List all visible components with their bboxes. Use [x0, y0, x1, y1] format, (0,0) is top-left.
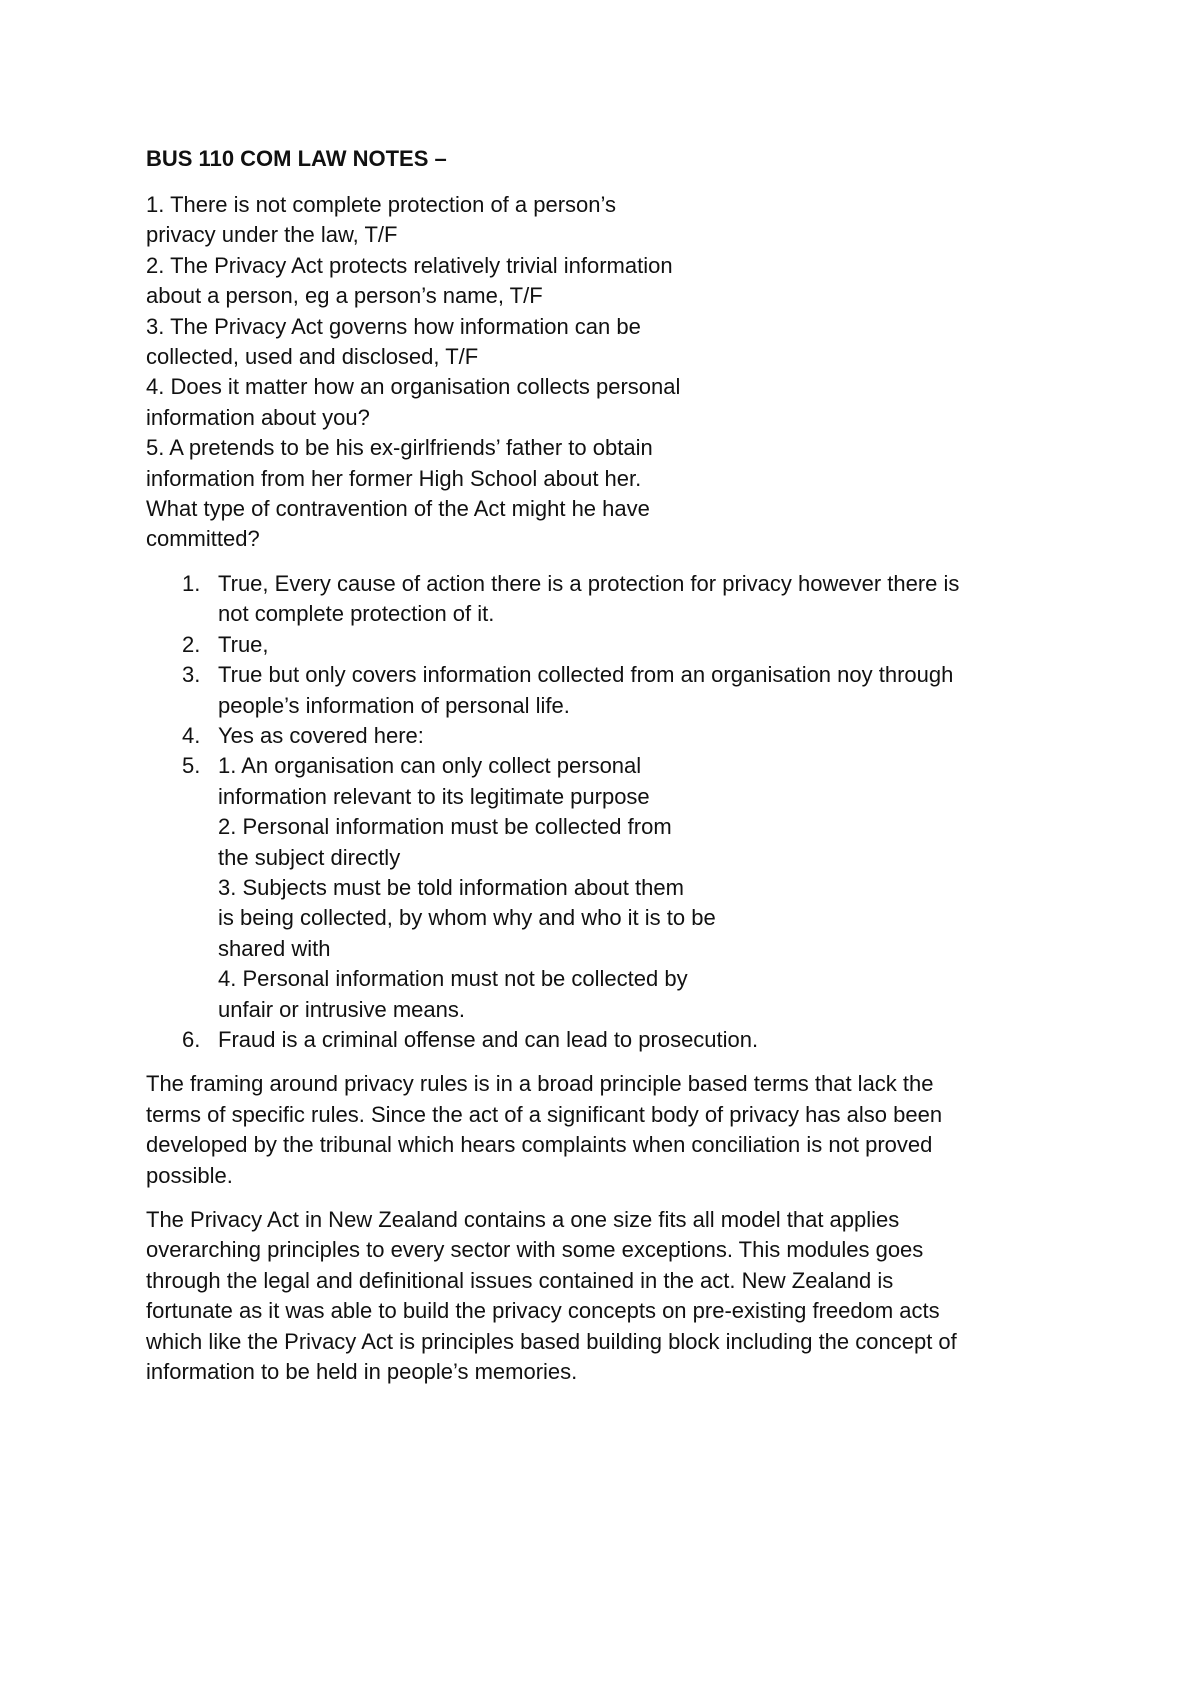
answer-item [146, 751, 1066, 1025]
question-line: information about you? [146, 404, 370, 430]
answer-line: 3. Subjects must be told information about them [218, 874, 684, 900]
answer-line: shared with [218, 935, 331, 961]
answer-line: not complete protection of it. [218, 601, 495, 627]
answer-number: 2. [182, 631, 201, 657]
answer-line: True, Every cause of action there is a protection for privacy however there is [218, 570, 960, 596]
paragraph-line: The framing around privacy rules is in a broad principle based terms that lack the [146, 1071, 934, 1097]
document-title: BUS 110 COM LAW NOTES – [146, 146, 447, 171]
answer-item [146, 630, 1066, 660]
answer-line: 1. An organisation can only collect personal [218, 753, 642, 779]
paragraph-line: fortunate as it was able to build the privacy concepts on pre-existing freedom acts [146, 1298, 940, 1324]
question-line: 1. There is not complete protection of a person’s [146, 192, 617, 217]
paragraph-line: information to be held in people’s memories. [146, 1359, 578, 1385]
question-line: about a person, eg a person’s name, T/F [146, 283, 543, 309]
answer-number: 1. [182, 570, 201, 596]
paragraph-line: through the legal and definitional issues contained in the act. New Zealand is [146, 1267, 894, 1293]
question-line: 4. Does it matter how an organisation collects personal [146, 374, 681, 400]
paragraph-line: possible. [146, 1162, 233, 1188]
answer-number: 6. [182, 1026, 201, 1052]
paragraph-line: which like the Privacy Act is principles based building block including the concept of [146, 1328, 957, 1354]
body-paragraph [146, 1069, 1066, 1191]
body-paragraph [146, 1205, 1066, 1387]
question-line: information from her former High School about her. [146, 465, 642, 491]
answer-line: True, [218, 631, 269, 657]
paragraph-line: terms of specific rules. Since the act of a significant body of privacy has also been [146, 1101, 943, 1127]
answer-item [146, 660, 1066, 721]
answer-line: unfair or intrusive means. [218, 996, 465, 1022]
paragraph-line: overarching principles to every sector with some exceptions. This modules goes [146, 1237, 924, 1263]
question-line: collected, used and disclosed, T/F [146, 344, 479, 370]
answer-number: 3. [182, 662, 201, 688]
answer-line: 2. Personal information must be collected from [218, 814, 672, 840]
answer-list [146, 569, 1066, 1056]
document-body [146, 144, 1066, 1401]
paragraph-line: The Privacy Act in New Zealand contains a one size fits all model that applies [146, 1207, 900, 1232]
question-line: What type of contravention of the Act might he have [146, 496, 650, 522]
question-list [146, 190, 1066, 555]
answer-line: Fraud is a criminal offense and can lead to prosecution. [218, 1026, 759, 1052]
answer-item [146, 1025, 1066, 1055]
answer-line: the subject directly [218, 844, 401, 870]
paragraph-line: developed by the tribunal which hears complaints when conciliation is not proved [146, 1132, 933, 1158]
question-line: committed? [146, 526, 260, 552]
answer-item [146, 569, 1066, 630]
answer-line: Yes as covered here: [218, 722, 424, 748]
question-line: 5. A pretends to be his ex-girlfriends’ father to obtain [146, 435, 653, 461]
answer-line: people’s information of personal life. [218, 692, 570, 718]
answer-number: 4. [182, 722, 201, 748]
answer-number: 5. [182, 753, 201, 779]
question-line: 3. The Privacy Act governs how information can be [146, 313, 641, 339]
answer-line: True but only covers information collected from an organisation noy through [218, 662, 954, 688]
question-line: 2. The Privacy Act protects relatively trivial information [146, 252, 673, 278]
answer-line: 4. Personal information must not be collected by [218, 966, 688, 992]
answer-item [146, 721, 1066, 751]
answer-line: information relevant to its legitimate purpose [218, 783, 650, 809]
answer-line: is being collected, by whom why and who it is to be [218, 905, 716, 931]
question-line: privacy under the law, T/F [146, 222, 398, 248]
